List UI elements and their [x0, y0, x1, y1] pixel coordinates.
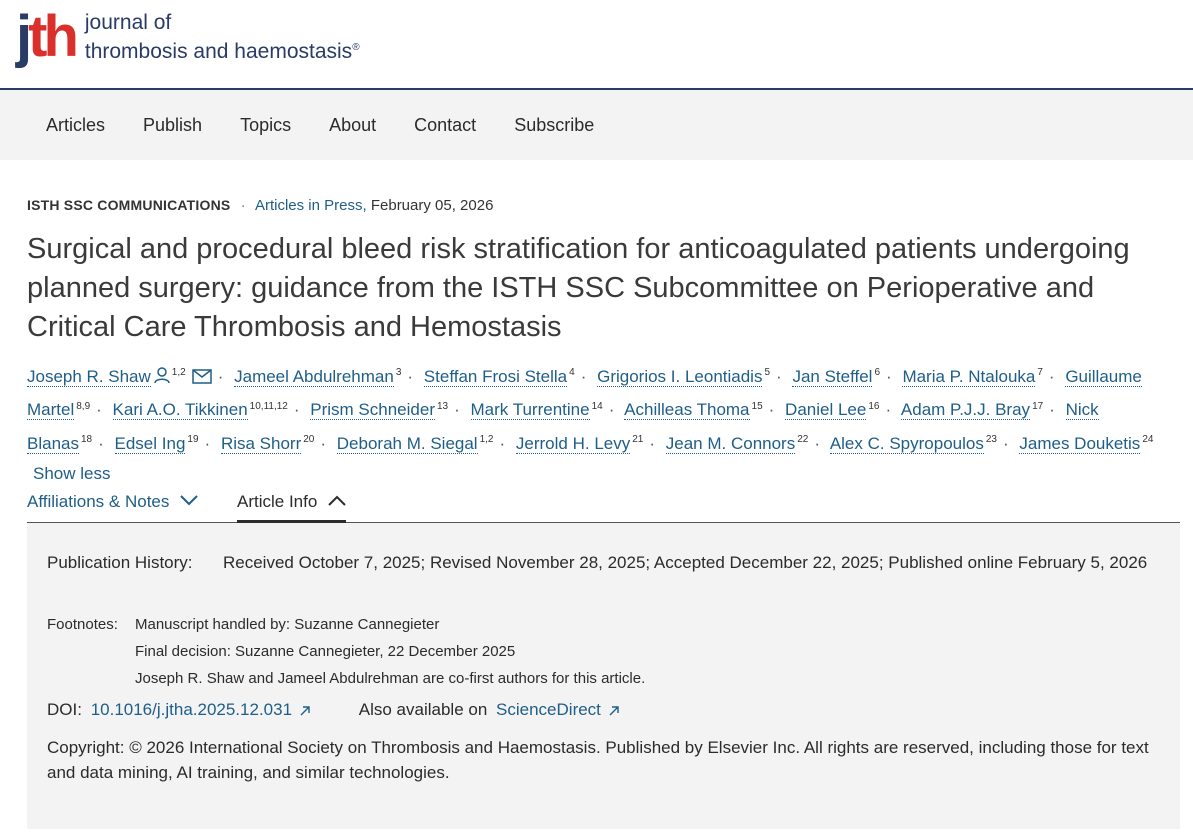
author-separator: · [499, 433, 506, 453]
author-affiliation-number: 18 [80, 434, 93, 446]
author-item [424, 367, 575, 386]
author-affiliation-number: 1,2 [479, 434, 494, 446]
publication-history [47, 550, 1167, 575]
publication-date: February 05, 2026 [370, 197, 494, 214]
author-link[interactable]: Deborah M. Siegal [336, 433, 478, 453]
author-affiliation-number: 1,2 [171, 367, 186, 378]
meta-separator: · [240, 197, 246, 214]
author-link[interactable]: Adam P.J.J. Bray [900, 400, 1031, 420]
author-link[interactable]: Daniel Lee [785, 400, 867, 420]
author-link[interactable]: Nick Blanas [27, 400, 1099, 453]
also-available-label: Also available on [358, 700, 488, 719]
articles-in-press-link[interactable]: Articles in Press, [254, 197, 367, 214]
author-separator: · [649, 433, 656, 453]
author-affiliation-number: 5 [764, 367, 771, 378]
doi-link-text: 10.1016/j.jtha.2025.12.031 [90, 700, 293, 719]
author-link[interactable]: Jerrold H. Levy [515, 433, 631, 453]
author-item [792, 367, 880, 386]
nav-about[interactable]: About [329, 114, 377, 135]
logo-mark [16, 4, 75, 70]
author-item [666, 434, 809, 453]
tab-affiliations-notes[interactable] [27, 490, 198, 520]
author-affiliation-number: 10,11,12 [249, 400, 288, 412]
author-separator: · [98, 433, 104, 453]
nav-articles[interactable]: Articles [46, 114, 106, 135]
author-link[interactable]: Joseph R. Shaw [27, 366, 151, 386]
person-icon[interactable] [154, 367, 170, 384]
sciencedirect-link-text: ScienceDirect [496, 700, 601, 719]
footnotes [47, 611, 645, 692]
author-item [221, 434, 314, 453]
author-item [115, 434, 199, 453]
footnote-item: Joseph R. Shaw and Jameel Abdulrehman are co-first authors for this article. [135, 670, 646, 687]
author-link[interactable]: Grigorios I. Leontiadis [597, 366, 763, 386]
tab-article-info[interactable] [237, 490, 346, 523]
external-link-icon [300, 706, 310, 716]
show-less-link[interactable]: Show less [33, 463, 111, 483]
nav-topics[interactable]: Topics [240, 114, 292, 135]
author-separator: · [1002, 433, 1009, 453]
author-item [901, 400, 1043, 419]
author-list [27, 358, 1167, 489]
footnote-item: Manuscript handled by: Suzanne Cannegieter [135, 616, 440, 633]
doi-row [47, 700, 619, 720]
author-link[interactable]: Jean M. Connors [665, 433, 796, 453]
author-affiliation-number: 22 [797, 434, 809, 446]
logo-line-1: journal of [84, 11, 172, 34]
author-affiliation-number: 3 [395, 367, 402, 378]
author-item [113, 400, 288, 419]
author-affiliation-number: 20 [303, 434, 315, 446]
author-separator: · [885, 400, 892, 420]
author-item [471, 400, 603, 419]
author-item [310, 400, 448, 419]
footnotes-list [135, 611, 645, 692]
author-link[interactable]: Kari A.O. Tikkinen [112, 400, 248, 420]
author-item [27, 367, 212, 386]
footnote-item: Final decision: Suzanne Cannegieter, 22 December 2025 [135, 643, 516, 660]
sciencedirect-link[interactable] [496, 700, 619, 719]
author-link[interactable]: Maria P. Ntalouka [902, 366, 1036, 386]
author-affiliation-number: 17 [1032, 400, 1044, 412]
author-link[interactable]: Alex C. Spyropoulos [829, 433, 984, 453]
author-affiliation-number: 16 [868, 400, 880, 412]
author-affiliation-number: 19 [187, 434, 199, 446]
nav-subscribe[interactable]: Subscribe [514, 114, 595, 135]
author-item [902, 367, 1042, 386]
doi-link[interactable] [91, 700, 310, 719]
site-header [0, 0, 1193, 90]
author-link[interactable]: Achilleas Thoma [624, 400, 750, 420]
author-link[interactable]: Edsel Ing [114, 433, 186, 453]
article-meta [27, 197, 493, 214]
publication-history-label: Publication History: [47, 553, 193, 572]
nav-publish[interactable]: Publish [143, 114, 203, 135]
author-link[interactable]: Jameel Abdulrehman [234, 366, 394, 386]
author-link[interactable]: Prism Schneider [310, 400, 435, 420]
author-separator: · [1049, 400, 1055, 420]
logo-mark-th: th [28, 4, 75, 69]
author-affiliation-number: 4 [569, 367, 575, 378]
author-separator: · [96, 400, 102, 420]
external-link-icon [609, 706, 619, 716]
journal-logo[interactable] [16, 4, 360, 70]
author-item [337, 434, 494, 453]
article-tabs [27, 490, 1180, 523]
logo-line-2-text: thrombosis and haemostasis [84, 40, 353, 63]
author-item [624, 400, 762, 419]
author-separator: · [320, 433, 327, 453]
author-separator: · [217, 366, 224, 386]
author-item [516, 434, 643, 453]
author-link[interactable]: James Douketis [1019, 433, 1141, 453]
doi-label: DOI: [47, 700, 82, 719]
author-affiliation-number: 15 [751, 400, 763, 412]
copyright-notice: Copyright: © 2026 International Society on Thrombosis and Haemostasis. Published by Elsevier Inc. All rights are reserved, including those for text and data mining, AI training, and similar technologies. [47, 738, 1149, 782]
chevron-up-icon [328, 495, 346, 506]
author-link[interactable]: Risa Shorr [220, 433, 302, 453]
section-label[interactable]: ISTH SSC COMMUNICATIONS [27, 197, 231, 213]
author-link[interactable]: Mark Turrentine [470, 400, 590, 420]
author-affiliation-number: 13 [436, 400, 449, 412]
author-separator: · [454, 400, 460, 420]
author-separator: · [1048, 366, 1055, 386]
author-item [830, 434, 997, 453]
article-info-panel [27, 523, 1180, 829]
author-link[interactable]: Steffan Frosi Stella [423, 366, 568, 386]
author-affiliation-number: 21 [632, 434, 644, 446]
author-affiliation-number: 7 [1037, 367, 1043, 378]
author-affiliation-number: 6 [874, 367, 881, 378]
author-item [597, 367, 770, 386]
author-affiliation-number: 24 [1142, 434, 1154, 446]
footnotes-label: Footnotes: [47, 616, 118, 633]
author-affiliation-number: 8,9 [76, 400, 91, 412]
author-separator: · [886, 366, 892, 386]
article-title: Surgical and procedural bleed risk stratification for anticoagulated patients undergoing planned surgery: guidance from the ISTH SSC Subcommittee on Perioperative and Critical Care Thrombosis and Hemostasis [27, 233, 1130, 343]
mail-icon[interactable] [192, 369, 212, 384]
author-link[interactable]: Jan Steffel [792, 366, 873, 386]
author-separator: · [814, 433, 821, 453]
author-separator: · [608, 400, 615, 420]
author-separator: · [407, 366, 414, 386]
main-nav [0, 90, 1193, 160]
nav-contact[interactable]: Contact [414, 114, 477, 135]
publication-history-text: Received October 7, 2025; Revised November 28, 2025; Accepted December 22, 2025; Published online February 5, 2026 [223, 553, 1148, 572]
tab-affiliations-label: Affiliations & Notes [27, 492, 170, 511]
author-separator: · [293, 400, 300, 420]
author-separator: · [204, 433, 211, 453]
author-affiliation-number: 23 [985, 434, 997, 446]
author-link[interactable]: Guillaume Martel [27, 366, 1142, 420]
chevron-down-icon [180, 495, 198, 506]
author-separator: · [776, 366, 782, 386]
tab-article-info-label: Article Info [237, 492, 318, 511]
author-item [234, 367, 401, 386]
logo-line-2 [85, 35, 360, 64]
logo-mark-j: j [16, 4, 29, 69]
registered-mark: ® [352, 42, 360, 53]
author-separator: · [580, 366, 587, 386]
author-item [1019, 434, 1153, 453]
logo-text [85, 10, 360, 64]
author-item [785, 400, 879, 419]
author-separator: · [768, 400, 775, 420]
author-affiliation-number: 14 [591, 400, 603, 412]
